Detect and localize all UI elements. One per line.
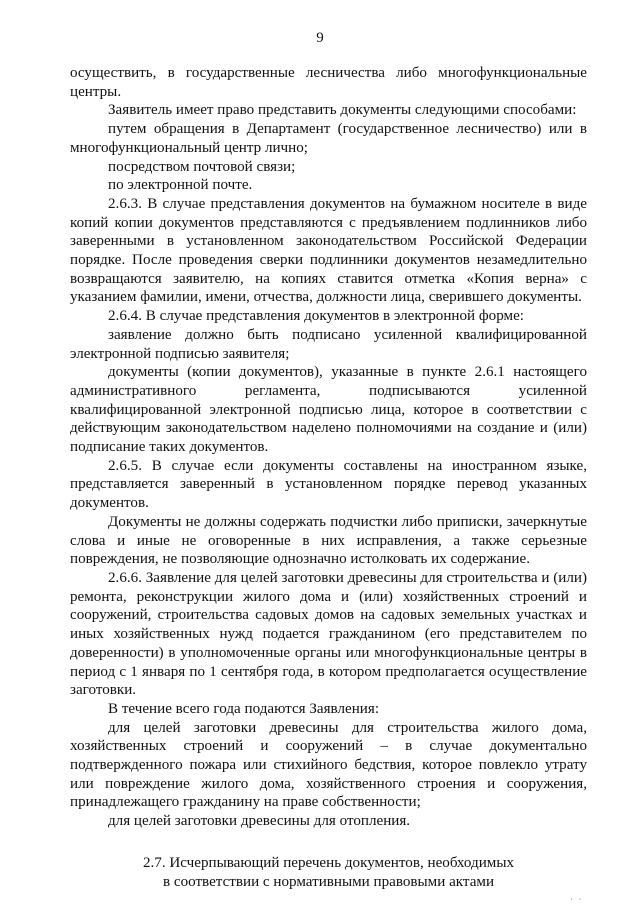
list-item-heating: для целей заготовки древесины для отопления. — [108, 813, 411, 830]
paragraph-2-6-3: 2.6.3. В случае представления документов на бумажном носителе в виде копий копии документов представляются с предъявлением подлинников либо заверенными в установленном законодательством Российской Федерации порядке. После проведения сверки подлинники документов незамедлительно возвращаются заявителю, на копиях ставится отметка «Копия верна» с указанием фамилии, имени, отчества, должности лица, сверившего документы. — [70, 195, 587, 306]
paragraph-2-6-4: 2.6.4. В случае представления документов в электронной форме: — [108, 308, 524, 325]
list-item-postal: посредством почтовой связи; — [108, 158, 296, 175]
list-item-signed-copies: документы (копии документов), указанные в пункте 2.6.1 настоящего административного регламента, подписываются усиленной квалифицированной электронной подписью лица, которое в соответствии с действующим законодательством наделено полномочиями на создание и (или) подписание таких документов. — [70, 364, 587, 456]
section-heading-line-2: в соответствии с нормативными правовыми актами — [162, 873, 495, 890]
scan-corner-mark: · · — [570, 895, 584, 904]
section-heading-2-7 — [70, 854, 587, 891]
paragraph-submission-methods: Заявитель имеет право представить документы следующими способами: — [108, 102, 577, 119]
page-number: 9 — [316, 30, 324, 46]
paragraph-2-6-5: 2.6.5. В случае если документы составлены на иностранном языке, представляется заверенный в установленном порядке перевод указанных документов. — [70, 457, 587, 512]
list-item-email: по электронной почте. — [108, 177, 253, 194]
list-item-signed-application: заявление должно быть подписано усиленной квалифицированной электронной подписью заявителя; — [70, 326, 587, 362]
section-heading-line-1: 2.7. Исчерпывающий перечень документов, необходимых — [142, 854, 515, 871]
paragraph-continuation: осуществить, в государственные лесничества либо многофункциональные центры. — [70, 65, 587, 100]
paragraph-year-round: В течение всего года подаются Заявления: — [108, 700, 380, 717]
list-item-construction-disaster: для целей заготовки древесины для строительства жилого дома, хозяйственных строений и сооружений – в случае документально подтвержденного пожара или стихийного бедствия, которое повлекло утрату или повреждение жилого дома, хозяйственного строения и сооружения, принадлежащего гражданину на праве собственности; — [70, 719, 587, 811]
list-item-in-person: путем обращения в Департамент (государственное лесничество) или в многофункциональный центр лично; — [70, 121, 587, 156]
paragraph-document-requirements: Документы не должны содержать подчистки либо приписки, зачеркнутые слова и иные не оговоренные в них исправления, а также серьезные повреждения, не позволяющие однозначно истолковать их содержание. — [70, 513, 587, 568]
document-body — [70, 64, 587, 891]
paragraph-2-6-6: 2.6.6. Заявление для целей заготовки древесины для строительства и (или) ремонта, реконструкции жилого дома и (или) хозяйственных строений и сооружений, строительства садовых домов на садовых земельных участках и иных хозяйственных нужд подается гражданином (его представителем по доверенности) в уполномоченные органы или многофункциональные центры в период с 1 января по 1 сентября года, в котором предполагается осуществление заготовки. — [70, 569, 587, 699]
